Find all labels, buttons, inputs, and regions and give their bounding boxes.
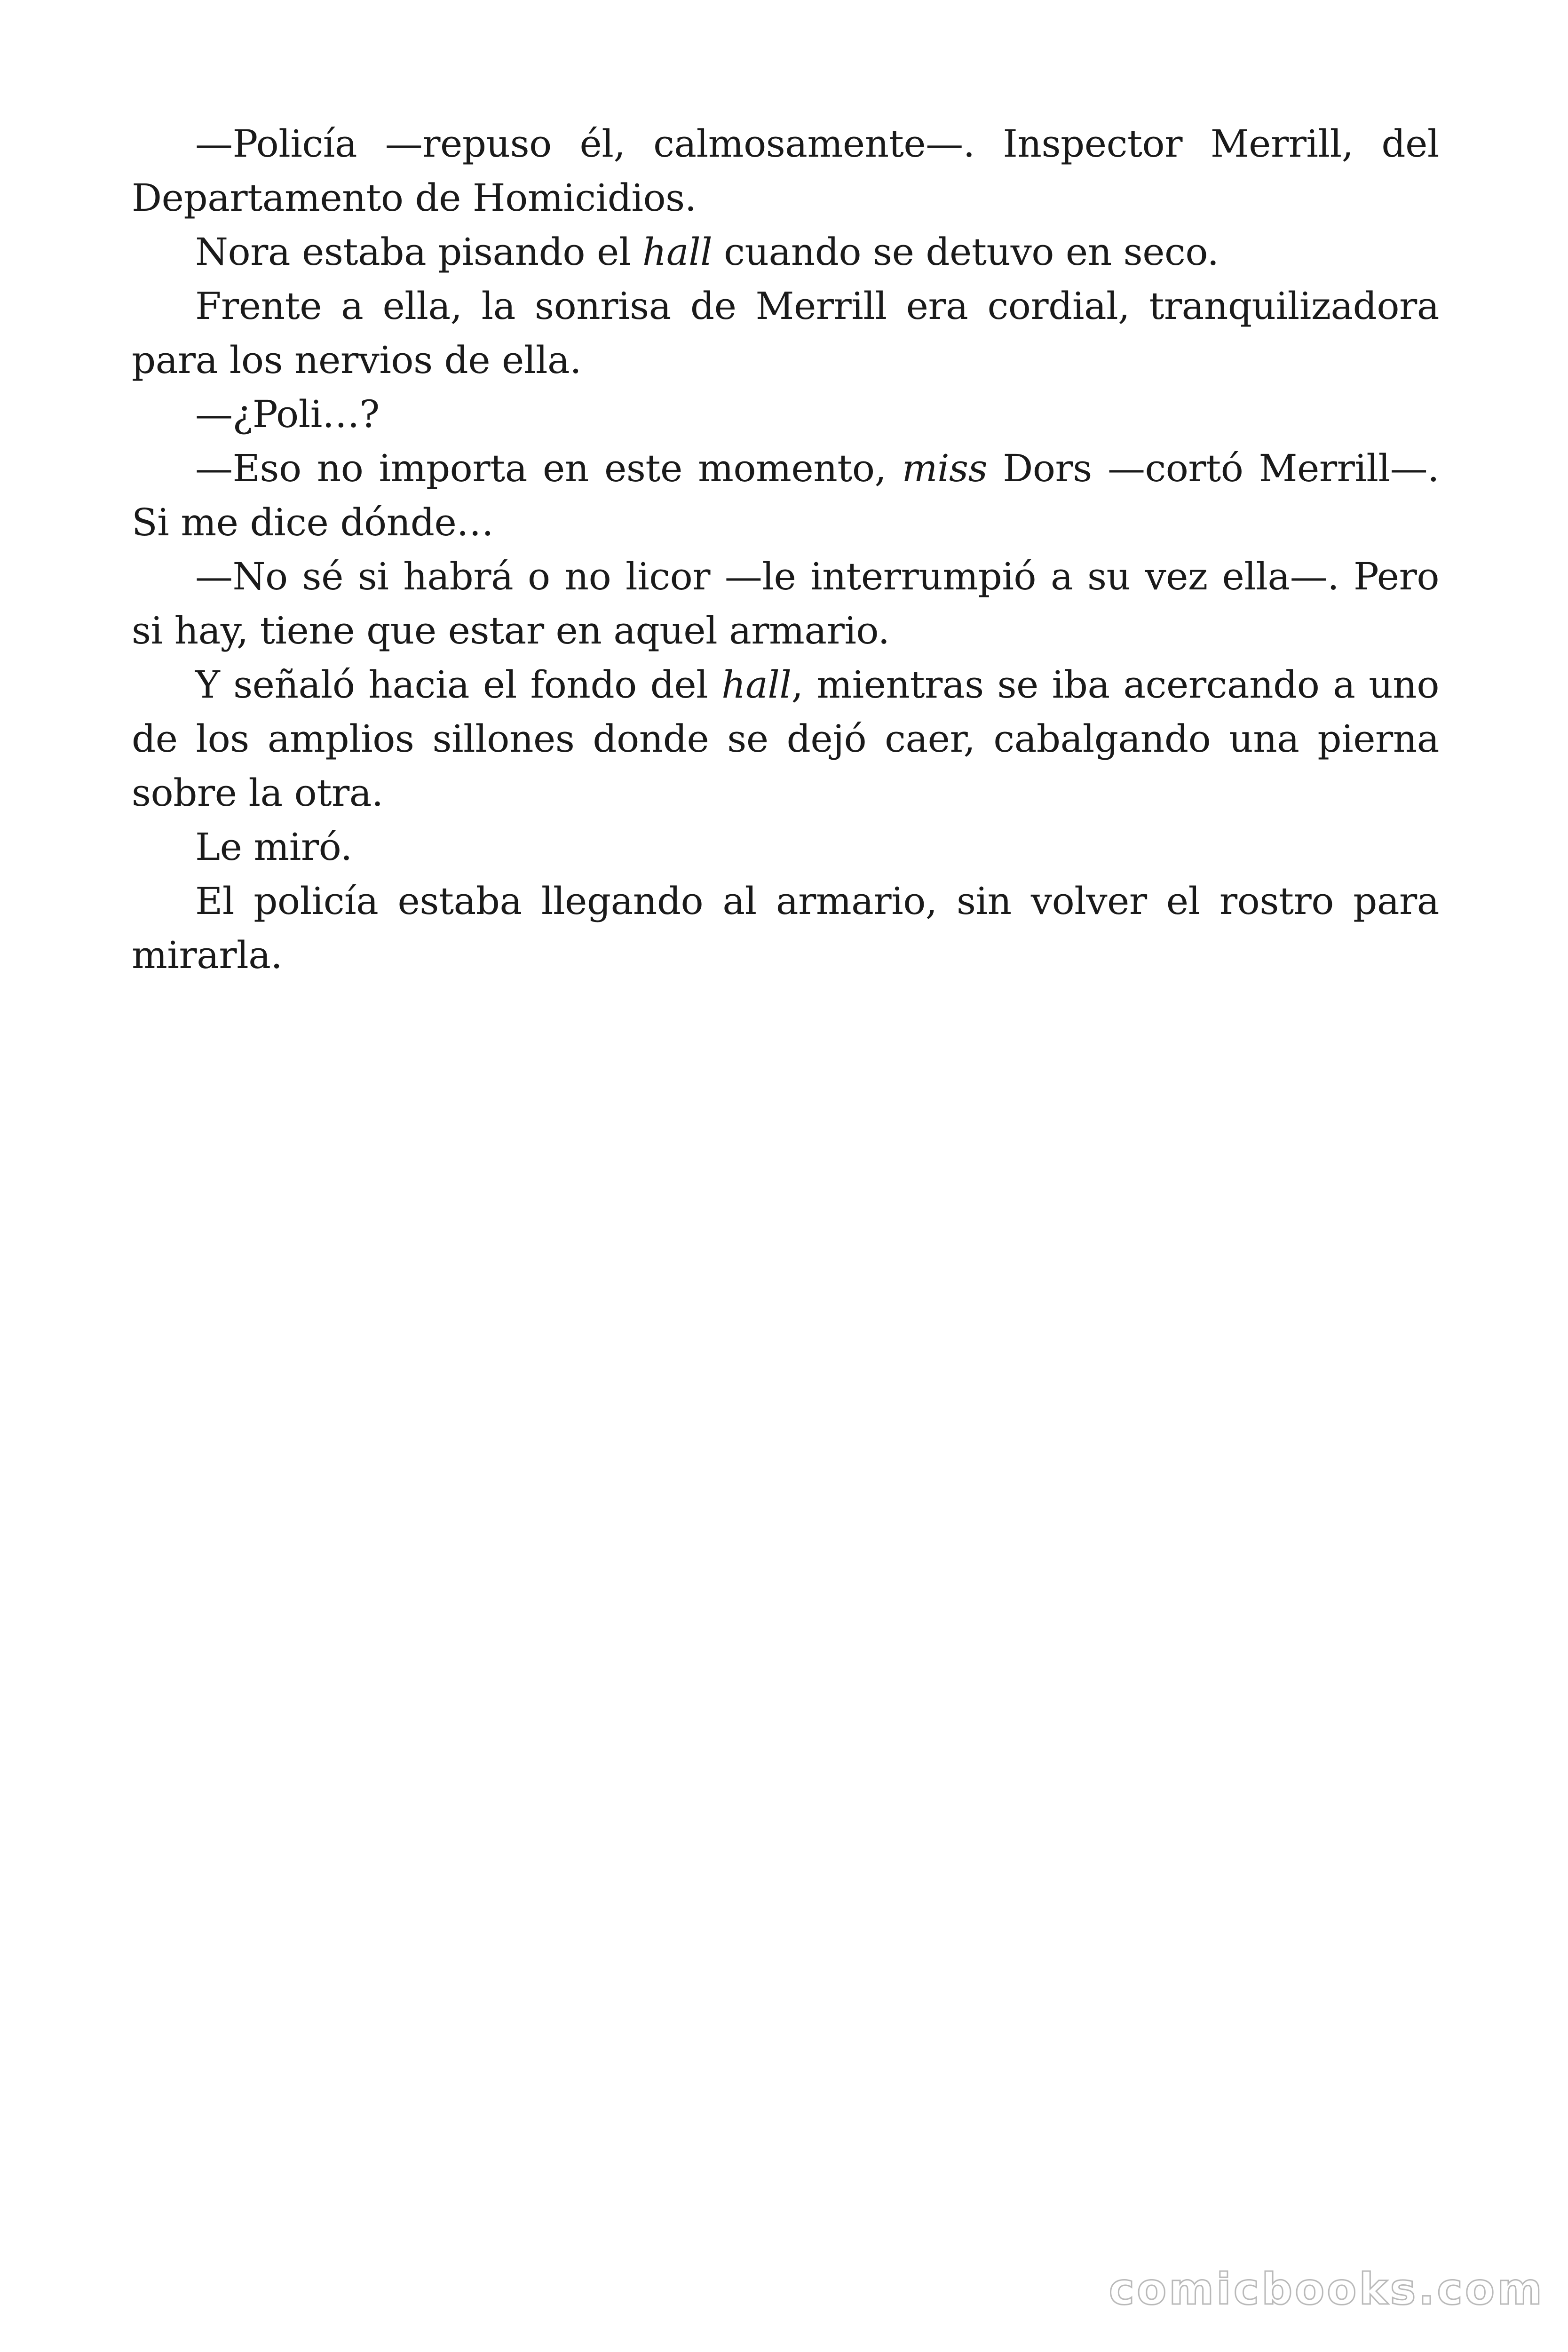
paragraph-text: , mientras se iba acercando a uno de los amplios sillones donde se dejó caer, cabalgando una pierna sobre la otra. xyxy=(132,663,1439,815)
paragraph-1 xyxy=(132,117,1439,225)
watermark-logo: comicbooks.com xyxy=(1109,2264,1544,2314)
paragraph-text: Frente a ella, la sonrisa de Merrill era cordial, tranquilizadora para los nervios de ella. xyxy=(132,284,1439,382)
document-body xyxy=(132,117,1439,982)
paragraph-text: El policía estaba llegando al armario, sin volver el rostro para mirarla. xyxy=(132,879,1439,977)
paragraph-text: Nora estaba pisando el xyxy=(195,230,642,274)
paragraph-text: cuando se detuvo en seco. xyxy=(712,230,1219,274)
italic-term: hall xyxy=(721,663,792,707)
paragraph-text: Dors —cortó Merrill—. Si me dice dónde… xyxy=(132,446,1439,544)
paragraph-2 xyxy=(132,225,1439,279)
paragraph-9 xyxy=(132,874,1439,982)
italic-term: miss xyxy=(902,446,988,490)
paragraph-7 xyxy=(132,658,1439,820)
paragraph-5 xyxy=(132,441,1439,549)
paragraph-4 xyxy=(132,387,1439,441)
paragraph-text: Le miró. xyxy=(195,825,352,869)
paragraph-text: —Policía —repuso él, calmosamente—. Inspector Merrill, del Departamento de Homicidios. xyxy=(132,122,1439,220)
italic-term: hall xyxy=(642,230,713,274)
paragraph-3 xyxy=(132,279,1439,387)
paragraph-text: —No sé si habrá o no licor —le interrumpió a su vez ella—. Pero si hay, tiene que estar en aquel armario. xyxy=(132,555,1439,652)
paragraph-text: —¿Poli…? xyxy=(195,392,380,436)
paragraph-text: Y señaló hacia el fondo del xyxy=(195,663,722,707)
paragraph-text: —Eso no importa en este momento, xyxy=(195,446,902,490)
paragraph-6 xyxy=(132,549,1439,658)
paragraph-8 xyxy=(132,820,1439,874)
